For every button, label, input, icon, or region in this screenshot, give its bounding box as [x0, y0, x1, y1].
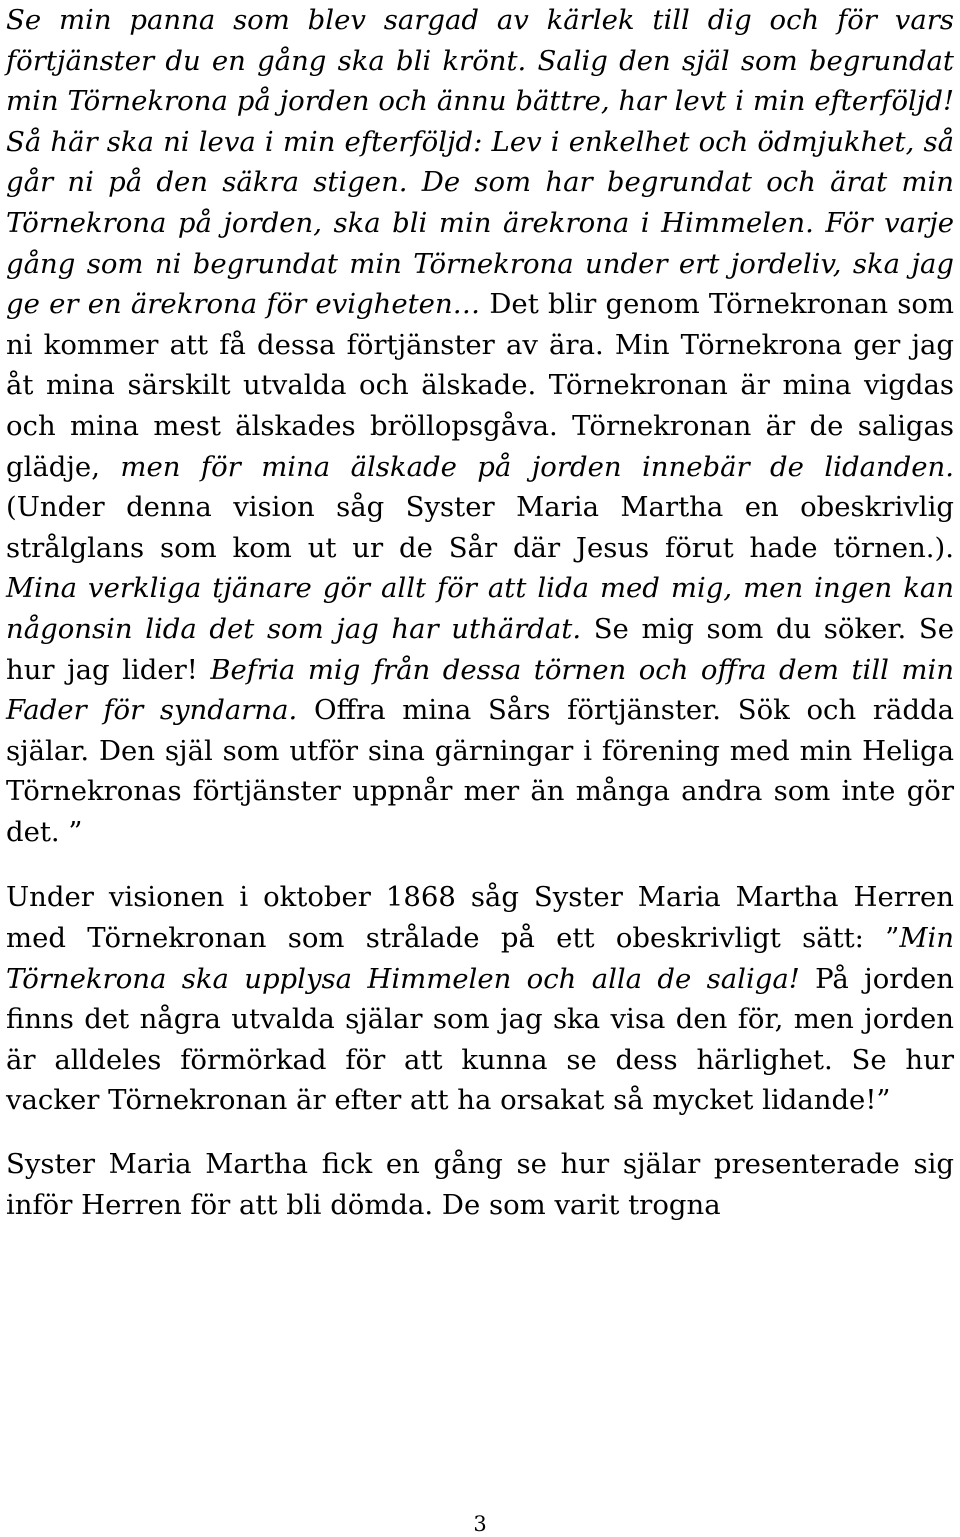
document-page: [6, 0, 954, 1225]
text-run: Min Törnekrona ska upplysa Himmelen och alla de saliga!: [6, 922, 954, 995]
text-run: På jorden finns det några utvalda själar som jag ska visa den för, men jorden är alldeles förmörkad för att kunna se dess härlighet. Se hur vacker Törnekronan är efter att ha orsakat så mycket lidande!”: [6, 962, 954, 1117]
text-run: Det blir genom Törnekronan som ni kommer att få dessa förtjänster av ära. Min Törnekrona ger jag åt mina särskilt utvalda och älskade. Törnekronan är mina vigdas och mina mest älskades bröllopsgåva. Törnekronan är de saligas glädje,: [6, 288, 954, 483]
text-run: men för mina älskade på jorden innebär de lidanden.: [120, 450, 955, 483]
paragraph-2: [6, 877, 954, 1121]
text-run: Syster Maria Martha fick en gång se hur själar presenterade sig inför Herren för att bli dömda. De som varit trogna: [6, 1148, 954, 1221]
text-run: Mina verkliga tjänare gör allt för att lida med mig, men ingen kan någonsin lida det som jag har uthärdat.: [6, 572, 954, 645]
paragraph-1: [6, 0, 954, 852]
paragraph-3: [6, 1144, 954, 1225]
page-number: 3: [473, 1512, 487, 1536]
text-run: Se mig som du söker. Se hur jag lider!: [6, 612, 954, 686]
text-run: Befria mig från dessa törnen och offra dem till min Fader för syndarna.: [6, 653, 955, 727]
text-run: Under visionen i oktober 1868 såg Syster Maria Martha Herren med Törnekronan som strålade på ett obeskrivligt sätt: ”: [6, 881, 954, 955]
text-run: (Under denna vision såg Syster Maria Martha en obeskrivlig strålglans som kom ut ur de Sår där Jesus förut hade törnen.).: [6, 491, 954, 564]
text-run: Offra mina Sårs förtjänster. Sök och rädda själar. Den själ som utför sina gärningar i förening med min Heliga Törnekronas förtjänster uppnår mer än många andra som inte gör det. ”: [6, 694, 954, 848]
text-run: Se min panna som blev sargad av kärlek till dig och för vars förtjänster du en gång ska bli krönt. Salig den själ som begrundat min Törnekrona på jorden och ännu bättre, har levt i min efterföljd! Så här ska ni leva i min efterföljd: Lev i enkelhet och ödmjukhet, så går ni på den säkra stigen. De som har begrundat och ärat min Törnekrona på jorden, ska bli min ärekrona i Himmelen. För varje gång som ni begrundat min Törnekrona under ert jordeliv, ska jag ge er en ärekrona för evigheten…: [6, 4, 954, 321]
